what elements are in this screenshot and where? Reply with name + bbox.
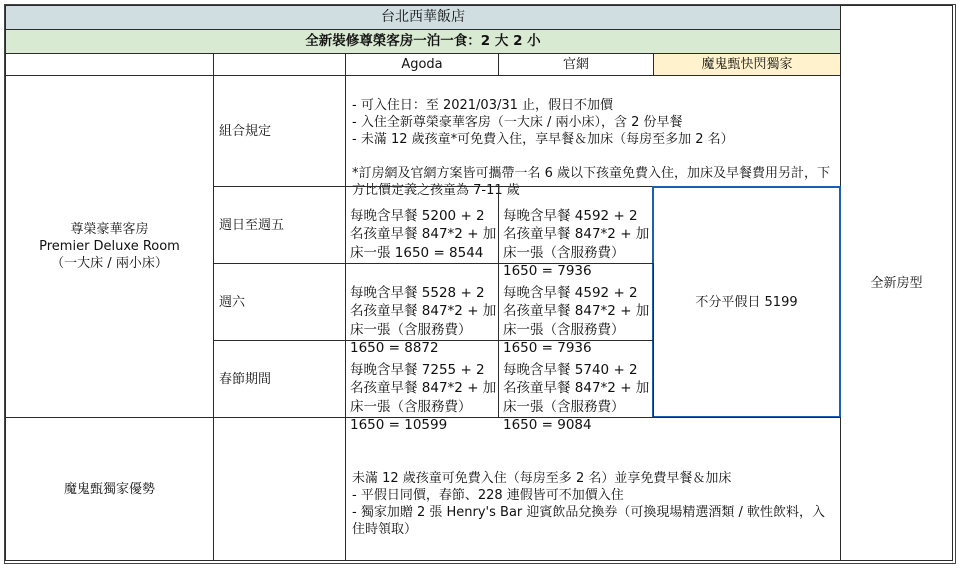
column-header-exclusive[interactable] (653, 53, 841, 76)
lunar-new-year-agoda-text: 每晚含早餐 7255 + 2 名孩童早餐 847*2 + 加床一張（含服務費） 1650 = 10599 (350, 361, 497, 433)
hotel-title-cell[interactable] (5, 5, 841, 30)
package-subtitle-cell[interactable] (5, 29, 841, 54)
saturday-official-price[interactable] (498, 263, 654, 356)
rules-text: - 可入住日：至 2021/03/31 止，假日不加價 - 入住全新尊榮豪華客房（一大床 / 兩小床），含 2 份早餐 - 未滿 12 歲孩童*可免費入住，享早餐＆加床（每房至多加 2 名） *訂房網及官網方案皆可攜帶一名 6 歲以下孩童免費入住，加床及早餐費用另計，下方比價定義之孩童為 7-11 歲 (352, 98, 831, 198)
side-note: 全新房型 (870, 275, 923, 291)
advantage-label: 魔鬼甄獨家優勢 (63, 481, 155, 497)
room-name-zh: 尊榮豪華客房 (70, 222, 149, 237)
room-name-cell[interactable] (5, 75, 214, 418)
lunar-new-year-official-price[interactable] (498, 340, 654, 433)
column-header-agoda-label: Agoda (401, 57, 443, 72)
column-header-official[interactable] (498, 53, 654, 76)
advantage-label-cell[interactable] (5, 417, 214, 561)
weekday-label: 週日至週五 (219, 217, 285, 233)
exclusive-price: 不分平假日 5199 (695, 294, 798, 310)
saturday-agoda-price[interactable] (345, 263, 499, 356)
package-subtitle: 全新裝修尊榮客房一泊一食：2 大 2 小 (305, 33, 541, 49)
weekday-agoda-text: 每晚含早餐 5200 + 2 名孩童早餐 847*2 + 加床一張 1650 = 8544 (350, 207, 497, 261)
advantage-empty-cell[interactable] (213, 417, 346, 561)
saturday-label-cell[interactable] (213, 263, 346, 341)
advantage-text-cell[interactable] (345, 417, 841, 561)
saturday-official-text: 每晚含早餐 4592 + 2 名孩童早餐 847*2 + 加床一張（含服務費） 1650 = 7936 (503, 284, 650, 356)
header-empty-cell-a[interactable] (5, 53, 214, 76)
spreadsheet (4, 4, 956, 564)
room-name-en: Premier Deluxe Room (39, 239, 180, 254)
column-header-agoda[interactable] (345, 53, 499, 76)
exclusive-price-cell[interactable] (652, 186, 841, 418)
rules-label: 組合規定 (219, 123, 272, 139)
lunar-new-year-label-cell[interactable] (213, 340, 346, 418)
column-header-official-label: 官網 (562, 57, 589, 72)
weekday-official-text: 每晚含早餐 4592 + 2 名孩童早餐 847*2 + 加床一張（含服務費） 1650 = 7936 (503, 207, 650, 279)
saturday-label: 週六 (219, 294, 246, 310)
lunar-new-year-label: 春節期間 (219, 371, 272, 387)
hotel-title: 台北西華飯店 (381, 9, 465, 25)
side-note-cell[interactable] (840, 5, 953, 561)
saturday-agoda-text: 每晚含早餐 5528 + 2 名孩童早餐 847*2 + 加床一張（含服務費） 1650 = 8872 (350, 284, 497, 356)
rules-label-cell[interactable] (213, 75, 346, 187)
weekday-official-price[interactable] (498, 186, 654, 279)
advantage-text: 未滿 12 歲孩童可免費入住（每房至多 2 名）並享免費早餐＆加床 - 平假日同價，春節、228 連假皆可不加價入住 - 獨家加贈 2 張 Henry's Bar 迎賓飲品兌換券（可換現場精選酒類 / 軟性飲料，入住時領取） (352, 471, 826, 537)
column-header-exclusive-label: 魔鬼甄快閃獨家 (701, 57, 793, 72)
rules-text-cell[interactable] (345, 75, 841, 198)
header-empty-cell-b[interactable] (213, 53, 346, 76)
weekday-label-cell[interactable] (213, 186, 346, 264)
room-bed-type: （一大床 / 兩小床） (51, 256, 168, 271)
weekday-agoda-price[interactable] (345, 186, 499, 264)
lunar-new-year-agoda-price[interactable] (345, 340, 499, 433)
lunar-new-year-official-text: 每晚含早餐 5740 + 2 名孩童早餐 847*2 + 加床一張（含服務費） 1650 = 9084 (503, 361, 650, 433)
